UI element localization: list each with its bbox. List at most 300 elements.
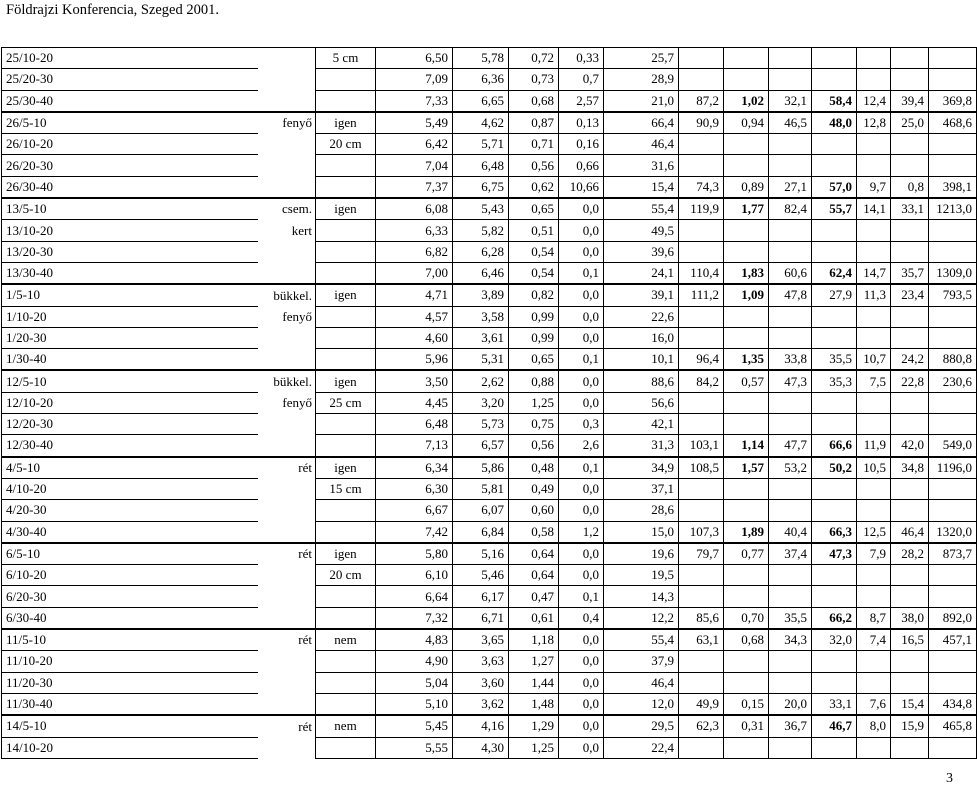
value-cell	[857, 327, 891, 348]
value-cell	[812, 565, 857, 586]
value-cell: 15,9	[891, 715, 929, 737]
value-cell	[891, 155, 929, 176]
value-cell: 1,29	[509, 715, 559, 737]
value-cell	[929, 327, 977, 348]
value-cell: 10,66	[559, 176, 604, 198]
value-cell: 34,3	[769, 629, 812, 651]
treatment-cell: igen	[316, 370, 376, 392]
value-cell: 465,8	[929, 715, 977, 737]
table-row	[2, 155, 977, 176]
value-cell	[891, 672, 929, 693]
sample-id-cell: 1/20-30	[2, 327, 258, 348]
value-cell: 1196,0	[929, 457, 977, 479]
table-row	[2, 457, 977, 479]
value-cell: 6,07	[453, 500, 509, 521]
treatment-cell: nem	[316, 629, 376, 651]
value-cell: 14,3	[604, 586, 679, 607]
treatment-cell	[316, 607, 376, 629]
value-cell: 38,0	[891, 607, 929, 629]
value-cell: 90,9	[679, 112, 724, 134]
vegetation-cell	[258, 672, 316, 693]
vegetation-cell: rét	[298, 718, 312, 734]
value-cell	[769, 327, 812, 348]
value-cell: 0,57	[724, 370, 769, 392]
value-cell: 5,78	[453, 48, 509, 69]
value-cell: 0,87	[509, 112, 559, 134]
value-cell: 5,04	[376, 672, 453, 693]
treatment-cell	[316, 327, 376, 348]
value-cell	[857, 478, 891, 499]
vegetation-cell: bükkel.	[273, 287, 312, 303]
value-cell	[724, 349, 769, 371]
value-cell	[724, 586, 769, 607]
value-cell: 39,4	[891, 90, 929, 112]
value-cell: 6,57	[453, 435, 509, 457]
value-cell: 84,2	[679, 370, 724, 392]
value-cell: 4,83	[376, 629, 453, 651]
value-cell	[679, 414, 724, 435]
value-cell: 35,7	[891, 262, 929, 284]
value-cell	[891, 500, 929, 521]
value-cell: 0,56	[509, 435, 559, 457]
table-row	[2, 262, 977, 284]
table-row	[2, 349, 977, 371]
value-cell	[857, 651, 891, 672]
value-cell: 2,57	[559, 90, 604, 112]
value-cell	[769, 414, 812, 435]
treatment-cell	[316, 155, 376, 176]
value-cell	[679, 586, 724, 607]
value-cell: 3,63	[453, 651, 509, 672]
value-cell: 66,4	[604, 112, 679, 134]
value-cell: 28,9	[604, 69, 679, 90]
table-row	[2, 134, 977, 155]
value-cell	[769, 478, 812, 499]
value-cell: 42,1	[604, 414, 679, 435]
value-cell	[929, 306, 977, 327]
highlighted-value: 1,35	[741, 351, 764, 367]
value-cell	[679, 48, 724, 69]
value-cell	[812, 521, 857, 543]
value-cell: 14,7	[857, 262, 891, 284]
value-cell: 11,9	[857, 435, 891, 457]
value-cell: 0,0	[559, 392, 604, 413]
sample-id-cell: 25/10-20	[2, 48, 258, 69]
value-cell: 10,1	[604, 349, 679, 371]
table-row	[2, 651, 977, 672]
value-cell	[724, 220, 769, 241]
value-cell: 369,8	[929, 90, 977, 112]
vegetation-cell	[258, 241, 316, 262]
treatment-cell	[316, 262, 376, 284]
sample-id-cell: 12/20-30	[2, 414, 258, 435]
vegetation-cell: fenyő	[282, 115, 312, 131]
treatment-cell	[316, 349, 376, 371]
treatment-cell	[316, 737, 376, 758]
value-cell	[812, 392, 857, 413]
treatment-cell	[316, 521, 376, 543]
value-cell: 0,64	[509, 565, 559, 586]
value-cell	[929, 69, 977, 90]
value-cell: 0,15	[724, 693, 769, 715]
value-cell: 7,33	[376, 90, 453, 112]
value-cell: 63,1	[679, 629, 724, 651]
value-cell	[769, 306, 812, 327]
value-cell: 12,8	[857, 112, 891, 134]
table-row	[2, 392, 977, 413]
vegetation-cell	[258, 262, 316, 284]
value-cell	[769, 500, 812, 521]
value-cell: 32,1	[769, 90, 812, 112]
value-cell: 0,73	[509, 69, 559, 90]
value-cell	[891, 392, 929, 413]
treatment-cell: igen	[316, 198, 376, 220]
value-cell: 87,2	[679, 90, 724, 112]
value-cell: 88,6	[604, 370, 679, 392]
value-cell: 873,7	[929, 543, 977, 565]
value-cell: 7,6	[857, 693, 891, 715]
sample-id-cell: 6/10-20	[2, 565, 258, 586]
value-cell	[812, 586, 857, 607]
value-cell	[857, 737, 891, 758]
value-cell: 6,50	[376, 48, 453, 69]
table-row	[2, 327, 977, 348]
treatment-cell	[316, 306, 376, 327]
value-cell: 5,45	[376, 715, 453, 737]
value-cell: 35,3	[812, 370, 857, 392]
value-cell	[929, 392, 977, 413]
sample-id-cell: 12/10-20	[2, 392, 258, 413]
value-cell: 0,51	[509, 220, 559, 241]
value-cell: 7,42	[376, 521, 453, 543]
value-cell	[724, 414, 769, 435]
value-cell: 107,3	[679, 521, 724, 543]
value-cell	[812, 198, 857, 220]
treatment-cell	[316, 651, 376, 672]
table-row	[2, 715, 977, 737]
value-cell: 3,89	[453, 284, 509, 306]
value-cell	[929, 155, 977, 176]
value-cell	[929, 565, 977, 586]
vegetation-cell	[258, 478, 316, 499]
value-cell: 5,73	[453, 414, 509, 435]
value-cell: 0,0	[559, 306, 604, 327]
vegetation-cell	[258, 48, 316, 69]
vegetation-cell	[258, 651, 316, 672]
value-cell: 5,80	[376, 543, 453, 565]
treatment-cell	[316, 90, 376, 112]
vegetation-cell	[258, 607, 316, 629]
value-cell	[812, 69, 857, 90]
table-row	[2, 48, 977, 69]
value-cell: 6,28	[453, 241, 509, 262]
table-row	[2, 306, 977, 327]
value-cell: 0,65	[509, 198, 559, 220]
value-cell	[724, 500, 769, 521]
table-row	[2, 543, 977, 565]
value-cell: 5,82	[453, 220, 509, 241]
value-cell: 6,48	[376, 414, 453, 435]
value-cell: 0,1	[559, 457, 604, 479]
value-cell: 5,10	[376, 693, 453, 715]
value-cell: 0,31	[724, 715, 769, 737]
value-cell: 0,70	[724, 607, 769, 629]
value-cell: 108,5	[679, 457, 724, 479]
value-cell: 0,0	[559, 478, 604, 499]
value-cell	[812, 435, 857, 457]
value-cell: 6,48	[453, 155, 509, 176]
value-cell: 119,9	[679, 198, 724, 220]
sample-id-cell: 12/30-40	[2, 435, 258, 457]
value-cell	[891, 134, 929, 155]
value-cell: 1,18	[509, 629, 559, 651]
value-cell: 5,81	[453, 478, 509, 499]
value-cell	[679, 737, 724, 758]
value-cell: 5,86	[453, 457, 509, 479]
value-cell: 6,17	[453, 586, 509, 607]
sample-id-cell: 6/30-40	[2, 607, 258, 629]
value-cell: 37,1	[604, 478, 679, 499]
value-cell	[724, 284, 769, 306]
value-cell: 24,2	[891, 349, 929, 371]
table-row	[2, 672, 977, 693]
value-cell: 35,5	[812, 349, 857, 371]
value-cell: 0,0	[559, 543, 604, 565]
value-cell: 19,5	[604, 565, 679, 586]
value-cell: 7,37	[376, 176, 453, 198]
value-cell: 468,6	[929, 112, 977, 134]
vegetation-cell	[258, 69, 316, 90]
value-cell: 4,30	[453, 737, 509, 758]
value-cell: 33,1	[812, 693, 857, 715]
value-cell: 16,5	[891, 629, 929, 651]
treatment-cell	[316, 241, 376, 262]
value-cell	[724, 651, 769, 672]
value-cell	[812, 457, 857, 479]
value-cell: 5,43	[453, 198, 509, 220]
sample-id-cell: 25/30-40	[2, 90, 258, 112]
value-cell: 111,2	[679, 284, 724, 306]
table-row	[2, 198, 977, 220]
value-cell: 46,4	[891, 521, 929, 543]
value-cell	[679, 392, 724, 413]
value-cell	[679, 241, 724, 262]
value-cell	[891, 306, 929, 327]
value-cell: 5,16	[453, 543, 509, 565]
value-cell	[769, 134, 812, 155]
value-cell	[857, 586, 891, 607]
vegetation-cell	[258, 500, 316, 521]
value-cell: 880,8	[929, 349, 977, 371]
value-cell	[679, 500, 724, 521]
value-cell: 6,82	[376, 241, 453, 262]
treatment-cell	[316, 500, 376, 521]
highlighted-value: 55,7	[829, 201, 852, 217]
value-cell: 0,49	[509, 478, 559, 499]
value-cell	[929, 737, 977, 758]
value-cell: 4,71	[376, 284, 453, 306]
value-cell: 21,0	[604, 90, 679, 112]
table-row	[2, 478, 977, 499]
page-number: 3	[946, 771, 953, 786]
value-cell	[679, 220, 724, 241]
value-cell: 47,7	[769, 435, 812, 457]
sample-id-cell: 1/5-10	[2, 284, 258, 306]
table-row	[2, 90, 977, 112]
value-cell: 20,0	[769, 693, 812, 715]
highlighted-value: 1,14	[741, 437, 764, 453]
value-cell: 46,4	[604, 134, 679, 155]
value-cell	[812, 155, 857, 176]
table-row	[2, 241, 977, 262]
value-cell: 47,8	[769, 284, 812, 306]
value-cell: 7,13	[376, 435, 453, 457]
value-cell: 0,0	[559, 284, 604, 306]
vegetation-cell: bükkel.	[273, 373, 312, 389]
value-cell: 6,34	[376, 457, 453, 479]
value-cell	[769, 69, 812, 90]
value-cell: 32,0	[812, 629, 857, 651]
value-cell	[929, 48, 977, 69]
value-cell	[724, 435, 769, 457]
value-cell: 28,2	[891, 543, 929, 565]
vegetation-cell	[258, 176, 316, 198]
value-cell: 39,1	[604, 284, 679, 306]
vegetation-cell	[258, 327, 316, 348]
value-cell: 892,0	[929, 607, 977, 629]
value-cell	[812, 112, 857, 134]
value-cell	[929, 586, 977, 607]
value-cell: 0,0	[559, 693, 604, 715]
value-cell: 55,4	[604, 198, 679, 220]
value-cell	[857, 672, 891, 693]
value-cell: 5,31	[453, 349, 509, 371]
vegetation-cell	[258, 134, 316, 155]
table-row	[2, 435, 977, 457]
value-cell: 0,1	[559, 349, 604, 371]
value-cell: 15,0	[604, 521, 679, 543]
value-cell: 22,8	[891, 370, 929, 392]
value-cell	[812, 90, 857, 112]
value-cell	[929, 414, 977, 435]
vegetation-cell	[258, 737, 316, 758]
value-cell	[724, 521, 769, 543]
value-cell: 0,0	[559, 715, 604, 737]
value-cell: 4,90	[376, 651, 453, 672]
value-cell: 74,3	[679, 176, 724, 198]
treatment-cell	[316, 414, 376, 435]
value-cell	[812, 737, 857, 758]
value-cell: 1,27	[509, 651, 559, 672]
value-cell	[724, 155, 769, 176]
value-cell: 0,58	[509, 521, 559, 543]
value-cell: 0,47	[509, 586, 559, 607]
value-cell: 0,33	[559, 48, 604, 69]
value-cell: 0,0	[559, 737, 604, 758]
value-cell: 31,6	[604, 155, 679, 176]
value-cell: 5,71	[453, 134, 509, 155]
value-cell	[724, 672, 769, 693]
highlighted-value: 1,02	[741, 92, 764, 108]
value-cell: 56,6	[604, 392, 679, 413]
sample-id-cell: 1/30-40	[2, 349, 258, 371]
treatment-cell	[316, 672, 376, 693]
value-cell	[929, 241, 977, 262]
value-cell	[679, 478, 724, 499]
value-cell: 0,0	[559, 651, 604, 672]
value-cell: 62,3	[679, 715, 724, 737]
value-cell: 0,0	[559, 241, 604, 262]
value-cell	[724, 392, 769, 413]
value-cell: 1,2	[559, 521, 604, 543]
value-cell	[812, 306, 857, 327]
value-cell: 4,62	[453, 112, 509, 134]
sample-id-cell: 13/20-30	[2, 241, 258, 262]
value-cell	[724, 198, 769, 220]
value-cell: 33,8	[769, 349, 812, 371]
table-row	[2, 370, 977, 392]
value-cell	[857, 500, 891, 521]
value-cell	[857, 155, 891, 176]
value-cell: 0,99	[509, 327, 559, 348]
sample-id-cell: 4/20-30	[2, 500, 258, 521]
highlighted-value: 1,77	[741, 201, 764, 217]
value-cell: 0,65	[509, 349, 559, 371]
value-cell	[724, 48, 769, 69]
value-cell: 0,0	[559, 220, 604, 241]
value-cell: 2,62	[453, 370, 509, 392]
value-cell: 3,20	[453, 392, 509, 413]
sample-id-cell: 12/5-10	[2, 370, 258, 392]
value-cell: 23,4	[891, 284, 929, 306]
value-cell	[724, 327, 769, 348]
value-cell: 37,4	[769, 543, 812, 565]
value-cell	[724, 565, 769, 586]
highlighted-value: 1,57	[741, 459, 764, 475]
value-cell: 0,56	[509, 155, 559, 176]
value-cell: 42,0	[891, 435, 929, 457]
value-cell: 6,64	[376, 586, 453, 607]
value-cell: 1,25	[509, 392, 559, 413]
value-cell: 46,5	[769, 112, 812, 134]
value-cell: 47,3	[769, 370, 812, 392]
value-cell: 27,1	[769, 176, 812, 198]
value-cell: 7,00	[376, 262, 453, 284]
sample-id-cell: 11/20-30	[2, 672, 258, 693]
value-cell: 110,4	[679, 262, 724, 284]
value-cell: 457,1	[929, 629, 977, 651]
sample-id-cell: 14/10-20	[2, 737, 258, 758]
value-cell	[679, 155, 724, 176]
treatment-cell	[316, 435, 376, 457]
sample-id-cell: 26/20-30	[2, 155, 258, 176]
table-row	[2, 414, 977, 435]
value-cell	[891, 48, 929, 69]
value-cell	[891, 737, 929, 758]
value-cell	[891, 565, 929, 586]
value-cell	[929, 478, 977, 499]
vegetation-cell	[258, 521, 316, 543]
table-row	[2, 521, 977, 543]
value-cell: 0,54	[509, 241, 559, 262]
value-cell: 0,3	[559, 414, 604, 435]
treatment-cell: igen	[316, 284, 376, 306]
treatment-cell	[316, 69, 376, 90]
value-cell: 6,33	[376, 220, 453, 241]
sample-id-cell: 13/30-40	[2, 262, 258, 284]
value-cell: 0,64	[509, 543, 559, 565]
highlighted-value: 66,2	[829, 609, 852, 625]
